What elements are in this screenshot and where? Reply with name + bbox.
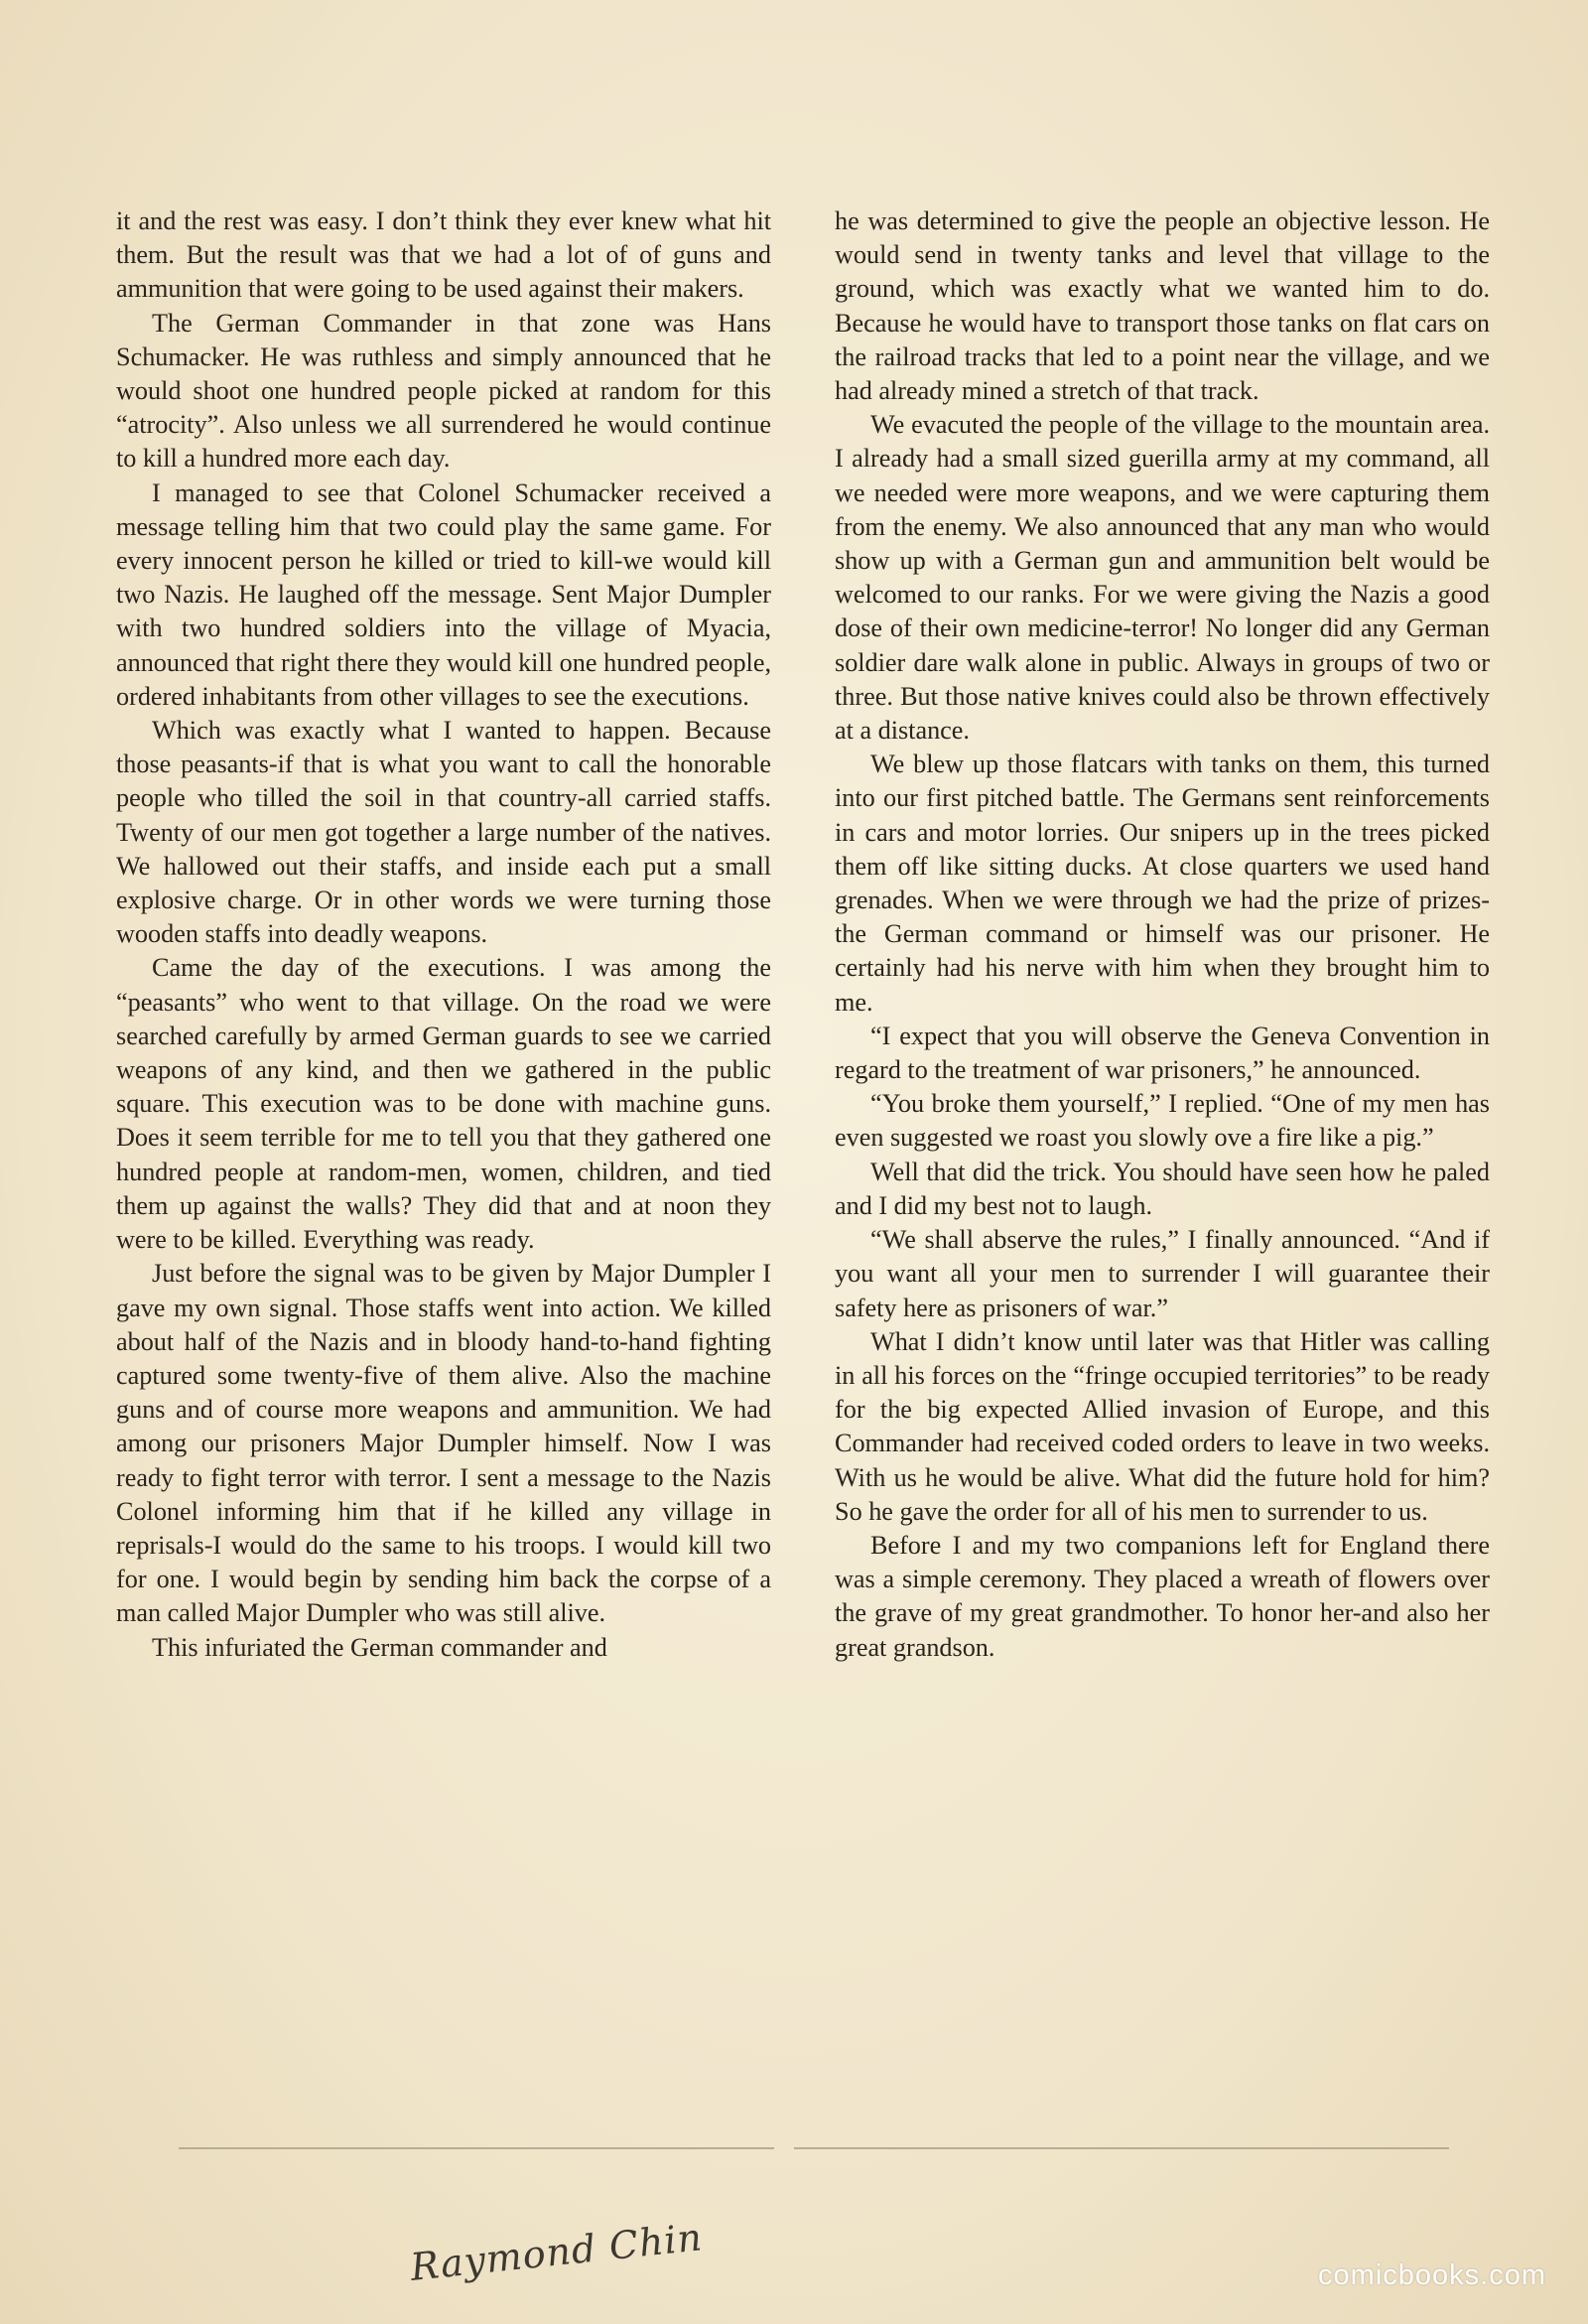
paragraph: “I expect that you will observe the Geneva Convention in regard to the treatment of war prisoners,” he announced. xyxy=(835,1021,1490,1085)
paragraph: We blew up those flatcars with tanks on them, this turned into our first pitched battle. The Germans sent reinforcements in cars and motor lorries. Our snipers up in the trees picked them off like sitting ducks. At close quarters we used hand grenades. When we were through we had the prize of prizes-the German command or himself was our prisoner. He certainly had his nerve with him when they brought him to me. xyxy=(835,750,1490,1017)
paragraph: What I didn’t know until later was that Hitler was calling in all his forces on the “fringe occupied territories” to be ready for the big expected Allied invasion of Europe, and this Commander had received coded orders to leave in two weeks. With us he would be alive. What did the future hold for him? So he gave the order for all of his men to surrender to us. xyxy=(835,1326,1490,1526)
paragraph: he was determined to give the people an objective lesson. He would send in twenty tanks and level that village to the ground, which was exactly what we wanted him to do. Because he would have to transport those tanks on flat cars on the railroad tracks that led to a point near the village, and we had already mined a stretch of that track. xyxy=(835,206,1490,406)
paragraph: I managed to see that Colonel Schumacker received a message telling him that two could play the same game. For every innocent person he killed or tried to kill-we would kill two Nazis. He laughed off the message. Sent Major Dumpler with two hundred soldiers into the village of Myacia, announced that right there they would kill one hundred people, ordered inhabitants from other villages to see the executions. xyxy=(116,478,771,711)
divider-rule xyxy=(794,2147,1449,2149)
right-text-column xyxy=(835,205,1490,1665)
paragraph: Just before the signal was to be given by Major Dumpler I gave my own signal. Those staffs went into action. We killed about half of the Nazis and in bloody hand-to-hand fighting captured some twenty-five of them alive. Also the machine guns and of course more weapons and ammunition. We had among our prisoners Major Dumpler himself. Now I was ready to fight terror with terror. I sent a message to the Nazis Colonel informing him that if he killed any village in reprisals-I would do the same to his troops. I would kill two for one. I would begin by sending him back the corpse of a man called Major Dumpler who was still alive. xyxy=(116,1259,771,1628)
paragraph: Which was exactly what I wanted to happen. Because those peasants-if that is what you want to call the honorable people who tilled the soil in that country-all carried staffs. Twenty of our men got together a large number of the natives. We hallowed out their staffs, and inside each put a small explosive charge. Or in other words we were turning those wooden staffs into deadly weapons. xyxy=(116,716,771,949)
paragraph: The German Commander in that zone was Hans Schumacker. He was ruthless and simply announced that he would shoot one hundred people picked at random for this “atrocity”. Also unless we all surrendered he would continue to kill a hundred more each day. xyxy=(116,308,771,474)
paragraph: We evacuted the people of the village to the mountain area. I already had a small sized guerilla army at my command, all we needed were more weapons, and we were capturing them from the enemy. We also announced that any man who would show up with a German gun and ammunition belt would be welcomed to our ranks. For we were giving the Nazis a good dose of their own medicine-terror! No longer did any German soldier dare walk alone in public. Always in groups of two or three. But those native knives could also be thrown effectively at a distance. xyxy=(835,410,1490,746)
paragraph: “We shall abserve the rules,” I finally announced. “And if you want all your men to surrender I will guarantee their safety here as prisoners of war.” xyxy=(835,1225,1490,1322)
paragraph: Before I and my two companions left for England there was a simple ceremony. They placed a wreath of flowers over the grave of my great grandmother. To honor her-and also her great grandson. xyxy=(835,1530,1490,1662)
paragraph: This infuriated the German commander and xyxy=(152,1632,607,1662)
paragraph: Came the day of the executions. I was among the “peasants” who went to that village. On the road we were searched carefully by armed German guards to see we carried weapons of any kind, and then we gathered in the public square. This execution was to be done with machine guns. Does it seem terrible for me to tell you that they gathered one hundred people at random-men, women, children, and tied them up against the walls? They did that and at noon they were to be killed. Everything was ready. xyxy=(116,953,771,1255)
divider-rule xyxy=(179,2147,774,2149)
handwritten-signature: Raymond Chin xyxy=(408,2215,705,2289)
paragraph: Well that did the trick. You should have seen how he paled and I did my best not to laugh. xyxy=(835,1157,1490,1220)
paragraph: “You broke them yourself,” I replied. “One of my men has even suggested we roast you slowly ove a fire like a pig.” xyxy=(835,1089,1490,1153)
left-text-column xyxy=(116,205,771,1665)
site-watermark: comicbooks.com xyxy=(1318,2259,1546,2291)
paragraph: it and the rest was easy. I don’t think they ever knew what hit them. But the result was that we had a lot of of guns and ammunition that were going to be used against their makers. xyxy=(116,206,771,304)
